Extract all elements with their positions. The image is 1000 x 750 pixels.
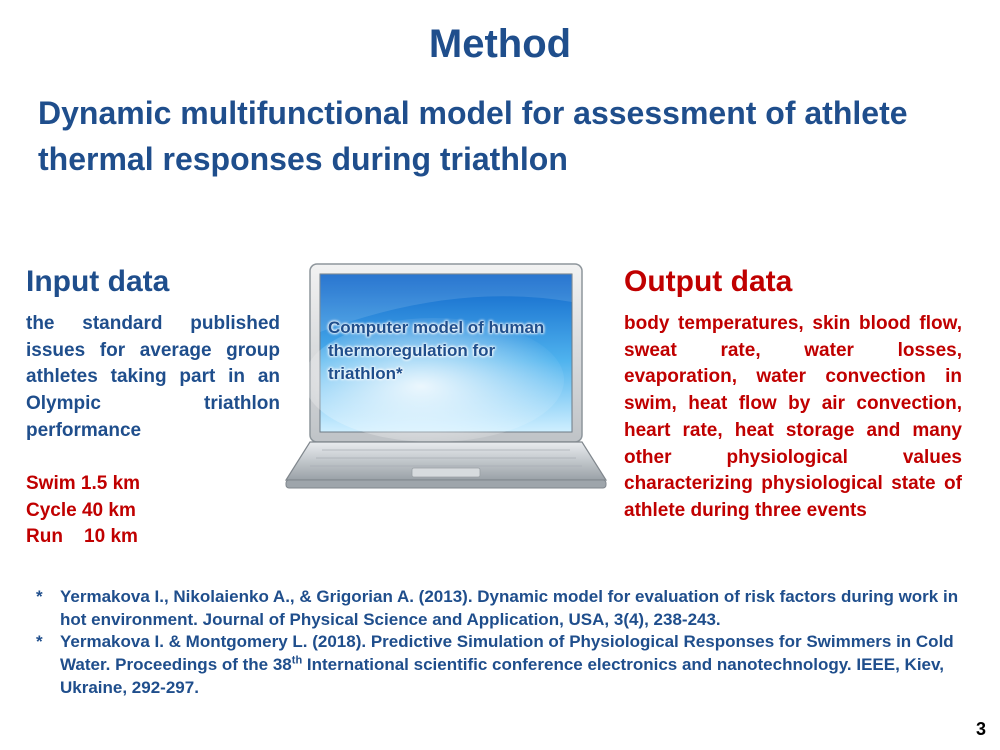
output-heading: Output data [624, 265, 793, 298]
reference-bullet: * [36, 632, 43, 652]
reference-item [36, 586, 966, 631]
input-description: the standard published issues for average group athletes taking part in an Olympic triathlon performance [26, 313, 280, 441]
ordinal-suffix: th [291, 654, 303, 667]
references [36, 586, 966, 700]
reference-bullet: * [36, 587, 43, 606]
event-swim: Swim 1.5 km [26, 473, 141, 494]
event-run: Run 10 km [26, 526, 138, 548]
input-heading: Input data [26, 265, 170, 298]
reference-text: Yermakova I., Nikolaienko A., & Grigorian A. (2013). Dynamic model for evaluation of risk factors during work in hot environment. Journal of Physical Science and Application, USA, 3(4), 238-243. [60, 587, 959, 629]
laptop-screen-text: Computer model of human thermoregulation for triathlon* [328, 318, 545, 383]
event-cycle: Cycle 40 km [26, 499, 136, 521]
slide-subtitle: Dynamic multifunctional model for assessment of athlete thermal responses during triathlon [38, 95, 908, 177]
page-number: 3 [975, 719, 986, 739]
output-description: body temperatures, skin blood flow, sweat rate, water losses, evaporation, water convection in swim, heat flow by air convection, heart rate, heat storage and many other physiological values characterizing physiological state of athlete during three events [624, 313, 962, 521]
reference-text: Yermakova I. & Montgomery L. (2018). Predictive Simulation of Physiological Responses for Swimmers in Cold Water. Proceedings of the 38th International scientific conference electronics and nanotechnology. IEEE, Kiev, Ukraine, 292-297. [60, 632, 954, 697]
event-list [26, 471, 140, 551]
slide-title: Method [428, 22, 572, 66]
reference-item [36, 631, 966, 699]
